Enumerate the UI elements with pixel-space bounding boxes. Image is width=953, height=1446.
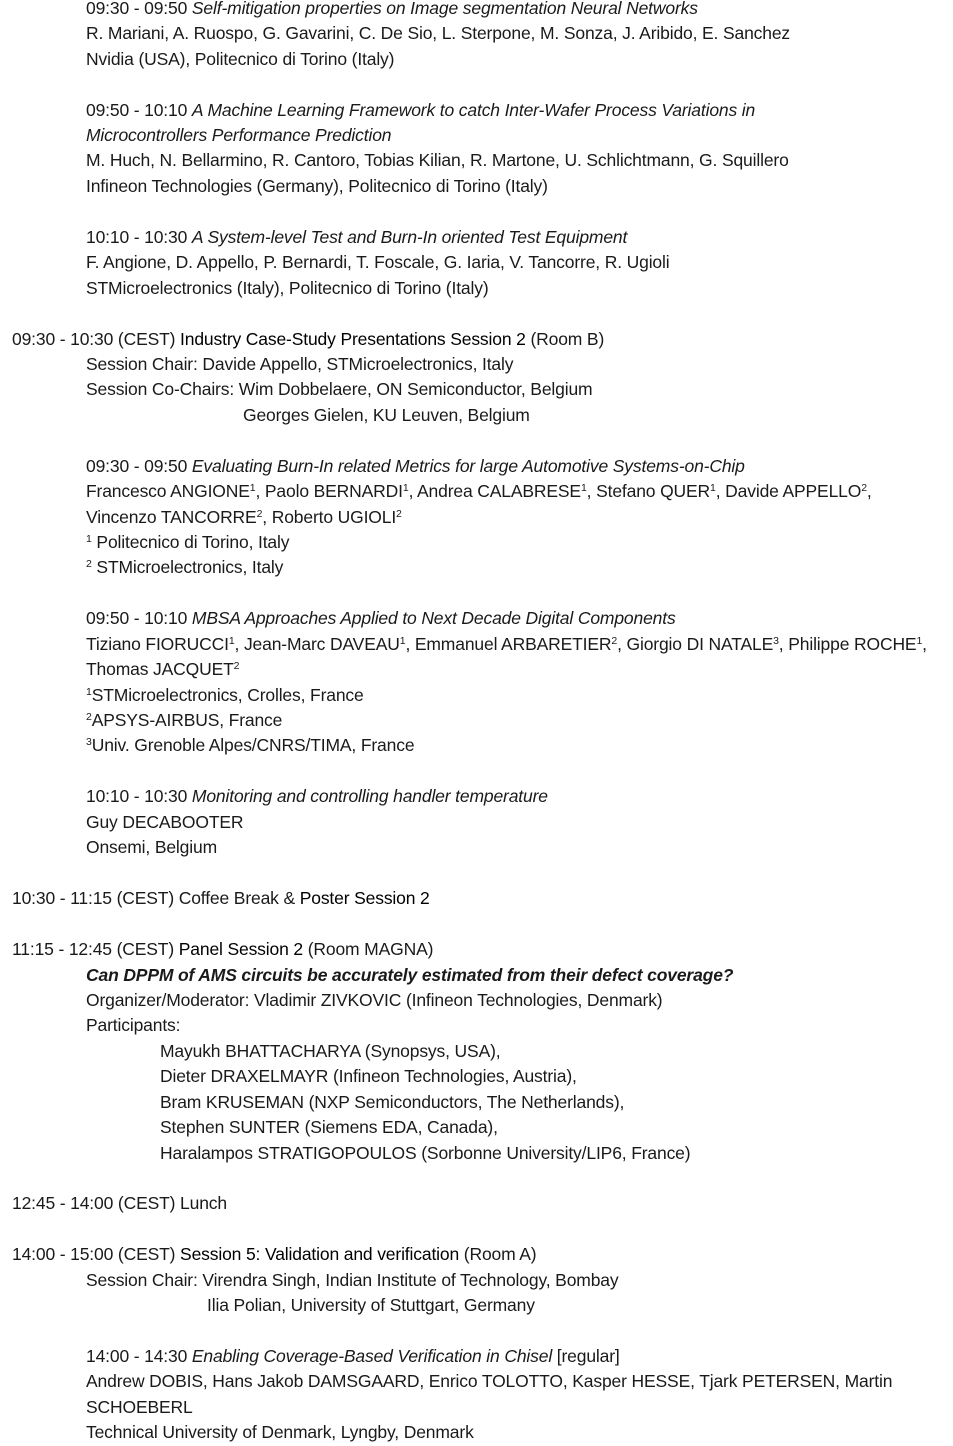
talk-time: 09:30 - 09:50 [86,0,188,18]
talk-line [86,1345,620,1367]
talk-affiliation [86,531,289,553]
session-cochair: Georges Gielen, KU Leuven, Belgium [243,405,530,425]
session-room: (Room B) [530,329,605,349]
talk-line [86,785,548,807]
talk-line [86,226,627,248]
panel-participant: Dieter DRAXELMAYR (Infineon Technologies, Austria), [160,1066,577,1086]
affil-text: Univ. Grenoble Alpes/CNRS/TIMA, France [91,735,415,755]
affil-marker: 1 [710,482,716,494]
author-text: , Davide APPELLO [715,481,862,501]
talk-affiliation [86,556,283,578]
talk-affiliation: Infineon Technologies (Germany), Politecnico di Torino (Italy) [86,176,548,196]
affil-marker: 1 [86,533,92,545]
talk-line [86,0,698,19]
affil-marker: 1 [916,635,923,647]
talk-authors: M. Huch, N. Bellarmino, R. Cantoro, Tobias Kilian, R. Martone, U. Schlichtmann, G. Squillero [86,150,789,170]
talk-authors: F. Angione, D. Appello, P. Bernardi, T. Foscale, G. Iaria, V. Tancorre, R. Ugioli [86,252,670,272]
affil-text: Politecnico di Torino, Italy [91,532,290,552]
session-header-industry [12,328,604,350]
session-time: 14:00 - 15:00 (CEST) [12,1244,176,1264]
talk-authors: SCHOEBERL [86,1397,193,1417]
affil-marker: 1 [249,482,256,494]
talk-authors [86,506,402,528]
talk-time: 14:00 - 14:30 [86,1346,188,1366]
author-text: , Philippe ROCHE [778,634,917,654]
talk-line [86,99,755,121]
talk-affiliation [86,709,282,731]
talk-authors: Andrew DOBIS, Hans Jakob DAMSGAARD, Enrico TOLOTTO, Kasper HESSE, Tjark PETERSEN, Martin [86,1371,893,1391]
talk-time: 10:10 - 10:30 [86,227,188,247]
session-chair: Session Chair: Virendra Singh, Indian Institute of Technology, Bombay [86,1270,619,1290]
affil-marker: 2 [611,635,618,647]
talk-authors [86,633,927,655]
author-text: , Jean-Marc DAVEAU [234,634,400,654]
session-time: 09:30 - 10:30 (CEST) [12,329,176,349]
affil-marker: 1 [402,482,409,494]
affil-text: STMicroelectronics, Italy [91,557,284,577]
talk-affiliation: Nvidia (USA), Politecnico di Torino (Italy) [86,49,395,69]
talk-affiliation [86,684,364,706]
affil-marker: 2 [396,508,402,520]
poster-session-link[interactable]: Poster Session 2 [299,888,430,908]
session-header-s5 [12,1243,537,1265]
affil-marker: 2 [256,508,263,520]
talk-title: Evaluating Burn-In related Metrics for large Automotive Systems-on-Chip [191,456,745,476]
talk-title: A Machine Learning Framework to catch Inter-Wafer Process Variations in [191,100,756,120]
talk-affiliation [86,734,414,756]
affil-text: APSYS-AIRBUS, France [91,710,283,730]
talk-affiliation: Technical University of Denmark, Lyngby, Denmark [86,1422,474,1442]
author-text: Thomas JACQUET [86,659,234,679]
author-text: , Giorgio DI NATALE [617,634,774,654]
session-chair: Ilia Polian, University of Stuttgart, Germany [207,1295,535,1315]
panel-participant: Haralampos STRATIGOPOULOS (Sorbonne University/LIP6, France) [160,1143,691,1163]
talk-time: 10:10 - 10:30 [86,786,188,806]
affil-marker: 1 [399,635,406,647]
affil-marker: 2 [861,482,867,494]
lunch-break: 12:45 - 14:00 (CEST) Lunch [12,1193,227,1213]
affil-marker: 2 [86,711,92,723]
affil-marker: 3 [773,635,779,647]
talk-authors: Guy DECABOOTER [86,812,244,832]
panel-organizer: Organizer/Moderator: Vladimir ZIVKOVIC (Infineon Technologies, Denmark) [86,990,663,1010]
session-room: (Room MAGNA) [307,939,434,959]
talk-title-continued: Microcontrollers Performance Prediction [86,125,392,145]
session-header-panel [12,938,433,960]
session-name-link[interactable]: Session 5: Validation and verification [180,1244,460,1264]
talk-affiliation: Onsemi, Belgium [86,837,217,857]
session-chair: Session Chair: Davide Appello, STMicroelectronics, Italy [86,354,514,374]
panel-question: Can DPPM of AMS circuits be accurately estimated from their defect coverage? [86,965,734,985]
talk-authors: R. Mariani, A. Ruospo, G. Gavarini, C. De Sio, L. Sterpone, M. Sonza, J. Aribido, E. Sanchez [86,23,791,43]
talk-line [86,455,745,477]
session-name-link[interactable]: Industry Case-Study Presentations Session 2 [180,329,526,349]
talk-authors [86,658,239,680]
author-text: Vincenzo TANCORRE [86,507,257,527]
session-cochair: Session Co-Chairs: Wim Dobbelaere, ON Semiconductor, Belgium [86,379,593,399]
affil-marker: 2 [86,558,92,570]
author-text: , Stefano QUER [586,481,711,501]
session-time: 11:15 - 12:45 (CEST) [12,939,175,959]
talk-time: 09:50 - 10:10 [86,608,188,628]
talk-time: 09:50 - 10:10 [86,100,188,120]
break-text: 10:30 - 11:15 (CEST) Coffee Break & [12,888,295,908]
talk-line [86,607,676,629]
affil-marker: 2 [233,660,240,672]
affil-marker: 1 [228,635,235,647]
panel-participants-label: Participants: [86,1015,181,1035]
coffee-break [12,887,430,909]
author-text: , [866,481,872,501]
talk-title: A System-level Test and Burn-In oriented Test Equipment [191,227,628,247]
panel-participant: Bram KRUSEMAN (NXP Semiconductors, The Netherlands), [160,1092,625,1112]
session-room: (Room A) [463,1244,537,1264]
talk-time: 09:30 - 09:50 [86,456,188,476]
author-text: , Roberto UGIOLI [262,507,397,527]
talk-tag: [regular] [556,1346,620,1366]
affil-marker: 1 [580,482,587,494]
panel-participant: Stephen SUNTER (Siemens EDA, Canada), [160,1117,498,1137]
author-text: Francesco ANGIONE [86,481,250,501]
author-text: , Andrea CALABRESE [408,481,581,501]
talk-title: Self-mitigation properties on Image segmentation Neural Networks [191,0,698,18]
talk-title: MBSA Approaches Applied to Next Decade Digital Components [191,608,676,628]
author-text: Tiziano FIORUCCI [86,634,229,654]
affil-text: STMicroelectronics, Crolles, France [91,685,364,705]
author-text: , [922,634,927,654]
talk-title: Enabling Coverage-Based Verification in Chisel [191,1346,553,1366]
affil-marker: 1 [86,686,92,698]
author-text: , Emmanuel ARBARETIER [405,634,612,654]
talk-affiliation: STMicroelectronics (Italy), Politecnico di Torino (Italy) [86,278,489,298]
affil-marker: 3 [86,736,92,748]
talk-title: Monitoring and controlling handler temperature [191,786,548,806]
talk-authors [86,480,872,502]
session-name-link[interactable]: Panel Session 2 [178,939,303,959]
author-text: , Paolo BERNARDI [255,481,403,501]
panel-participant: Mayukh BHATTACHARYA (Synopsys, USA), [160,1041,501,1061]
